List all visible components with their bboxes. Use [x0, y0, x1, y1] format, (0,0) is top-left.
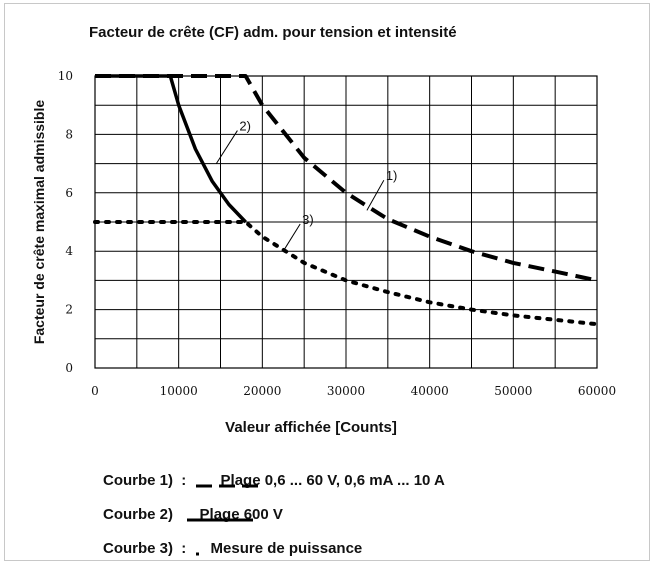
legend-label: Courbe 2)	[103, 506, 174, 524]
y-tick-label: 8	[65, 127, 73, 142]
legend-item-2	[103, 504, 445, 538]
x-tick-label: 40000	[410, 384, 449, 398]
series-line-2	[95, 76, 246, 222]
legend-text: Plage 600 V	[199, 506, 283, 524]
legend-text: Mesure de puissance	[210, 540, 363, 558]
annotation-leader-2	[216, 131, 237, 164]
annotation-leader-3	[283, 224, 300, 251]
x-tick-label: 50000	[494, 384, 533, 398]
y-tick-label: 2	[65, 302, 73, 317]
legend-swatch-solid	[185, 510, 255, 520]
x-tick-label: 10000	[159, 384, 198, 398]
legend-swatch-dotted	[194, 544, 204, 554]
legend-separator: :	[181, 472, 187, 490]
annotation-label-1: 1)	[385, 168, 398, 184]
legend-text: Plage 0,6 ... 60 V, 0,6 mA ... 10 A	[220, 472, 445, 490]
y-tick-label: 4	[65, 244, 73, 259]
x-tick-label: 20000	[243, 384, 282, 398]
legend-label: Courbe 3)	[103, 540, 174, 558]
y-tick-label: 6	[65, 185, 73, 200]
chart-title: Facteur de crête (CF) adm. pour tension et intensité	[89, 24, 457, 41]
annotation-label-3: 3)	[302, 212, 314, 227]
legend-item-3	[103, 538, 445, 572]
x-axis-label: Valeur affichée [Counts]	[225, 419, 397, 436]
legend-swatch-dashed	[194, 476, 264, 486]
legend-separator: :	[181, 540, 187, 558]
annotations	[216, 119, 397, 252]
x-tick-label: 30000	[326, 384, 366, 398]
annotation-leader-1	[367, 180, 384, 210]
y-axis-label: Facteur de crête maximal admissible	[31, 99, 47, 345]
y-tick-label: 10	[57, 69, 73, 83]
x-tick-label: 0	[91, 384, 99, 398]
legend-label: Courbe 1)	[103, 472, 174, 490]
y-tick-label: 0	[65, 361, 73, 375]
annotation-label-2: 2)	[239, 118, 251, 134]
tick-labels	[58, 69, 616, 398]
legend-item-1	[103, 470, 445, 504]
legend	[103, 470, 445, 572]
x-tick-label: 60000	[577, 384, 617, 398]
